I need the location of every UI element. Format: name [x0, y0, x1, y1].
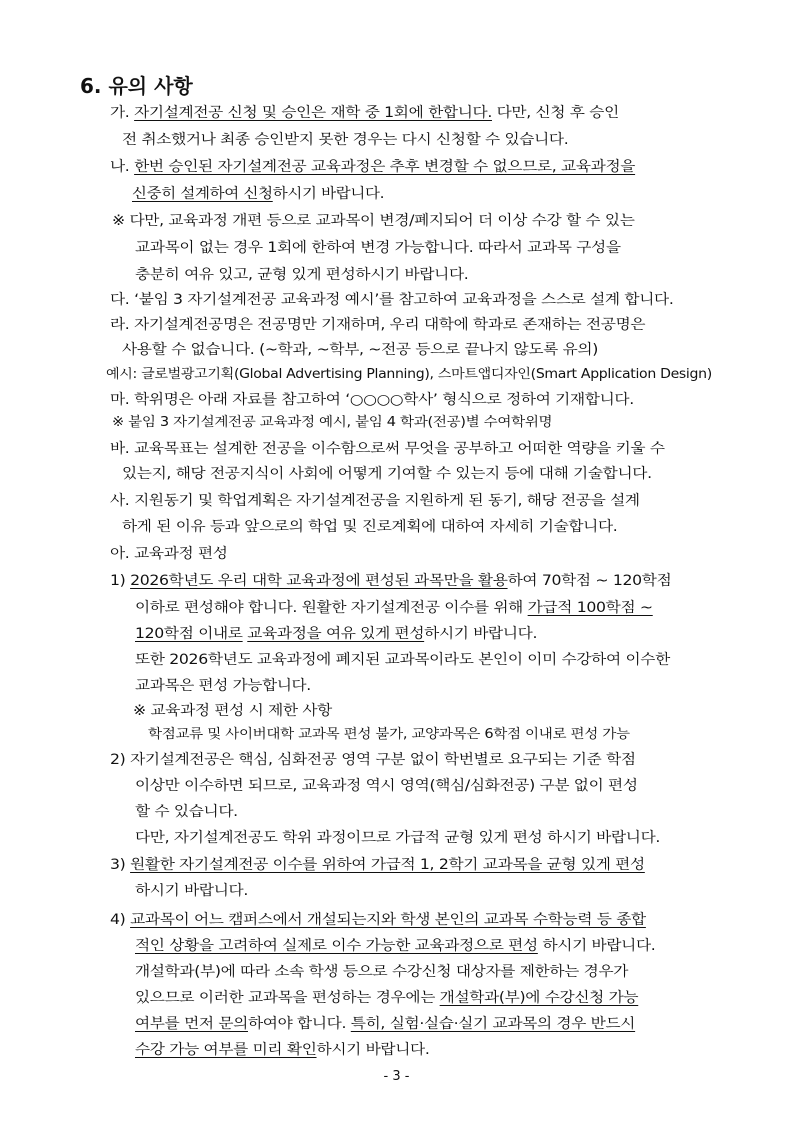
underlined-text: 교과목이 어느 캠퍼스에서 개설되는지와 학생 본인의 교과목 수학능력 등 종합 [130, 912, 646, 928]
text-segment: 하시기 바랍니다. [316, 1042, 430, 1058]
text-segment: 충분히 여유 있고, 균형 있게 편성하시기 바랍니다. [135, 267, 469, 283]
text-line [122, 341, 598, 359]
underlined-text: 원활한 자기설계전공 이수를 위하여 가급적 1, 2학기 교과목을 균형 있게 편성 [130, 857, 645, 873]
text-segment: 다만, 자기설계전공도 학위 과정이므로 가급적 균형 있게 편성 하시기 바랍니다. [135, 830, 661, 846]
text-line [122, 518, 617, 536]
text-segment: 2) 자기설계전공은 핵심, 심화전공 영역 구분 없이 학번별로 요구되는 기준 학점 [110, 752, 636, 768]
text-segment: 나. [110, 159, 135, 175]
text-line [110, 492, 640, 510]
text-line [122, 131, 568, 149]
text-segment: ※ 교육과정 편성 시 제한 사항 [133, 703, 332, 719]
text-line [135, 1041, 430, 1059]
underlined-text: 가급적 100학점 ~ [527, 600, 653, 616]
underlined-text: 적인 상황을 고려하여 실제로 이수 가능한 교육과정으로 편성 [135, 938, 538, 954]
text-line [110, 291, 673, 309]
text-line [110, 911, 646, 929]
text-line [122, 465, 652, 483]
text-line [135, 1015, 635, 1033]
text-segment: 하시기 바랍니다. [272, 186, 385, 202]
text-segment: 할 수 있습니다. [135, 804, 238, 820]
text-line [106, 366, 712, 384]
text-line [135, 963, 628, 981]
section-title: 6. 유의 사항 [80, 74, 193, 98]
underlined-text: 한번 승인된 자기설계전공 교육과정은 추후 변경할 수 없으므로, 교육과정을 [134, 159, 636, 175]
underlined-text: 자기설계전공 신청 및 승인은 재학 중 1회에 한합니다. [134, 105, 492, 121]
text-segment: 마. 학위명은 아래 자료를 참고하여 ‘○○○○학사’ 형식으로 정하여 기재합니다. [110, 392, 634, 408]
text-line [135, 239, 621, 257]
text-line [110, 391, 634, 409]
text-segment: 사용할 수 없습니다. (~학과, ~학부, ~전공 등으로 끝나지 않도록 유의) [122, 342, 599, 358]
text-line [135, 677, 311, 695]
text-line [110, 572, 671, 590]
text-line [135, 599, 653, 617]
text-segment: 하여 70학점 ~ 120학점 [507, 573, 672, 589]
text-segment: 이하로 편성해야 합니다. 원활한 자기설계전공 이수를 위해 [135, 600, 528, 616]
text-line [148, 726, 630, 744]
text-segment: 예시: 글로벌광고기획(Global Advertising Planning), 스마트앱디자인(Smart Application Design) [106, 367, 712, 382]
text-segment: 교과목은 편성 가능합니다. [135, 678, 311, 694]
text-segment: 교과목이 없는 경우 1회에 한하여 변경 가능합니다. 따라서 교과목 구성을 [135, 240, 621, 256]
text-line [110, 856, 645, 874]
text-line [132, 185, 384, 203]
text-segment: ※ 붙임 3 자기설계전공 교육과정 예시, 붙임 4 학과(전공)별 수여학위명 [112, 415, 553, 430]
underlined-text: 신중히 설계하여 신청 [132, 186, 273, 202]
text-segment: 개설학과(부)에 따라 소속 학생 등으로 수강신청 대상자를 제한하는 경우가 [135, 964, 629, 980]
text-segment: 사. 지원동기 및 학업계획은 자기설계전공을 지원하게 된 동기, 해당 전공을 설계 [110, 493, 640, 509]
text-line [110, 751, 636, 769]
text-line [112, 414, 552, 432]
text-segment: 하여야 합니다. [247, 1016, 351, 1032]
underlined-text: 수강 가능 여부를 미리 확인 [135, 1042, 317, 1058]
text-segment: 이상만 이수하면 되므로, 교육과정 역시 영역(핵심/심화전공) 구분 없이 편성 [135, 778, 638, 794]
text-segment: 있는지, 해당 전공지식이 사회에 어떻게 기여할 수 있는지 등에 대해 기술합니다. [122, 466, 652, 482]
page-number: - 3 - [383, 1069, 410, 1084]
text-line [133, 702, 332, 720]
text-segment: 학점교류 및 사이버대학 교과목 편성 불가, 교양과목은 6학점 이내로 편성 가능 [148, 727, 630, 742]
text-segment: 있으므로 이러한 교과목을 편성하는 경우에는 [135, 990, 440, 1006]
underlined-text: 여부를 먼저 문의 [135, 1016, 248, 1032]
text-line [135, 829, 660, 847]
text-line [110, 545, 228, 563]
text-segment: 다만, 신청 후 승인 [491, 105, 619, 121]
text-segment: 또한 2026학년도 교육과정에 폐지된 교과목이라도 본인이 이미 수강하여 이수한 [135, 652, 670, 668]
text-segment: 하시기 바랍니다. [424, 626, 538, 642]
text-segment: 1) [110, 573, 131, 589]
text-line [135, 937, 655, 955]
text-line [110, 158, 635, 176]
text-segment: 라. 자기설계전공명은 전공명만 기재하며, 우리 대학에 학과로 존재하는 전공명은 [110, 317, 646, 333]
text-line [110, 440, 665, 458]
underlined-text: 120학점 이내로 [135, 626, 243, 642]
text-line [135, 803, 238, 821]
text-segment: 바. 교육목표는 설계한 전공을 이수함으로써 무엇을 공부하고 어떠한 역량을 키울 수 [110, 441, 665, 457]
text-segment: 하시기 바랍니다. [135, 883, 248, 899]
underlined-text: 2026학년도 우리 대학 교육과정에 편성된 과목만을 활용 [130, 573, 508, 589]
text-segment: 하시기 바랍니다. [537, 938, 656, 954]
text-line [112, 212, 635, 230]
text-line [135, 651, 670, 669]
text-segment: 하게 된 이유 등과 앞으로의 학업 및 진로계획에 대하여 자세히 기술합니다. [122, 519, 618, 535]
text-segment: 아. 교육과정 편성 [110, 546, 228, 562]
text-line [135, 882, 248, 900]
underlined-text: 개설학과(부)에 수강신청 가능 [439, 990, 639, 1006]
text-line [110, 316, 645, 334]
text-segment: 다. ‘붙임 3 자기설계전공 교육과정 예시’를 참고하여 교육과정을 스스로 설계 합니다. [110, 292, 674, 308]
text-segment: 가. [110, 105, 135, 121]
text-line [135, 625, 537, 643]
text-line [135, 989, 638, 1007]
underlined-text: 교육과정을 여유 있게 편성 [247, 626, 425, 642]
text-segment: 전 취소했거나 최종 승인받지 못한 경우는 다시 신청할 수 있습니다. [122, 132, 569, 148]
underlined-text: 특히, 실험·실습·실기 교과목의 경우 반드시 [350, 1016, 636, 1032]
text-segment: ※ 다만, 교육과정 개편 등으로 교과목이 변경/폐지되어 더 이상 수강 할 수 있는 [112, 213, 635, 229]
text-segment: 3) [110, 857, 131, 873]
text-segment: 4) [110, 912, 131, 928]
text-line [110, 104, 619, 122]
text-line [135, 266, 468, 284]
text-line [135, 777, 638, 795]
